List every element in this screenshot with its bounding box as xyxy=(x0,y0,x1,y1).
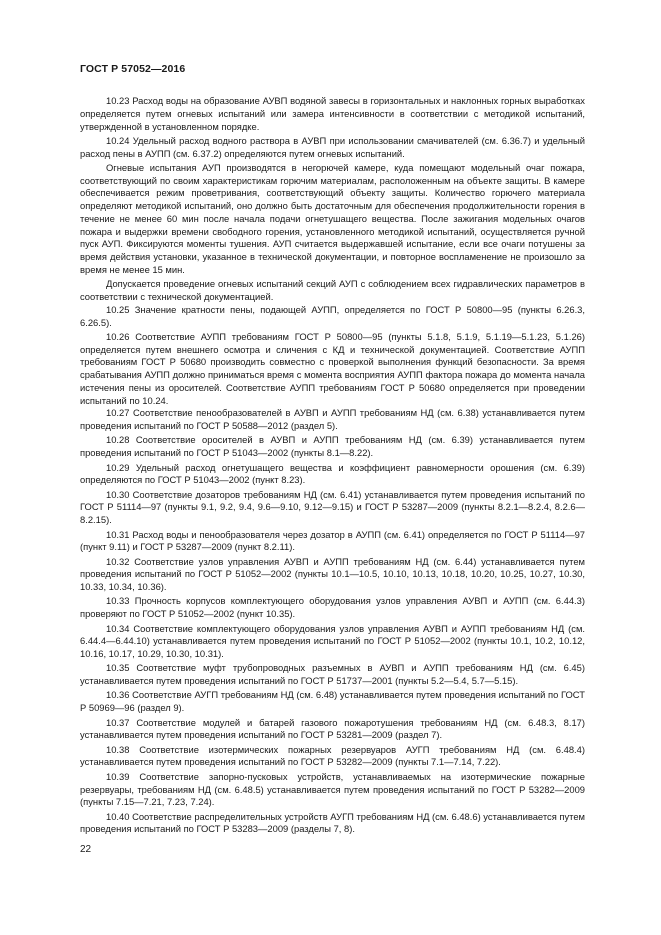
paragraph-10-31: 10.31 Расход воды и пенообразователя через дозатор в АУПП (см. 6.41) определяется по ГОСТ Р 51114—97 (пункт 9.11) и ГОСТ Р 53287—2009 (пункт 8.2.11). xyxy=(80,528,585,553)
paragraph-sections-tests: Допускается проведение огневых испытаний секций АУП с соблюдением всех гидравлических параметров в соответствии с технической документацией. xyxy=(80,278,585,303)
paragraph-10-27: 10.27 Соответствие пенообразователей в АУВП и АУПП требованиям НД (см. 6.38) устанавливается путем проведения испытаний по ГОСТ Р 50588—2012 (раздел 5). xyxy=(80,407,585,432)
paragraph-10-35: 10.35 Соответствие муфт трубопроводных разъемных в АУВП и АУПП требованиям НД (см. 6.45) устанавливается путем проведения испытаний по ГОСТ Р 51737—2001 (пункты 5.2—5.4, 5.7—5.15). xyxy=(80,662,585,687)
paragraph-10-32: 10.32 Соответствие узлов управления АУВП и АУПП требованиям НД (см. 6.44) устанавливается путем проведения испытаний по ГОСТ Р 51052—2002 (пункты 10.1—10.5, 10.10, 10.13, 10.18, 10.20, 10.25, 10.27, 10.30, 10.33, 10.34, 10.36). xyxy=(80,555,585,593)
paragraph-10-33: 10.33 Прочность корпусов комплектующего оборудования узлов управления АУВП и АУПП (см. 6.44.3) проверяют по ГОСТ Р 51052—2002 (пункт 10.35). xyxy=(80,595,585,620)
paragraph-10-28: 10.28 Соответствие оросителей в АУВП и АУПП требованиям НД (см. 6.39) устанавливается путем проведения испытаний по ГОСТ Р 51043—2002 (пункты 8.1—8.22). xyxy=(80,434,585,459)
page-number: 22 xyxy=(80,844,92,855)
paragraph-10-38: 10.38 Соответствие изотермических пожарных резервуаров АУГП требованиям НД (см. 6.48.4) устанавливается путем проведения испытаний по ГОСТ Р 53282—2009 (пункты 7.1—7.14, 7.22). xyxy=(80,743,585,768)
paragraph-10-37: 10.37 Соответствие модулей и батарей газового пожаротушения требованиям НД (см. 6.48.3, 8.17) устанавливается путем проведения испытаний по ГОСТ Р 53281—2009 (раздел 7). xyxy=(80,716,585,741)
paragraph-10-24: 10.24 Удельный расход водного раствора в АУВП при использовании смачивателей (см. 6.36.7) и удельный расход пены в АУПП (см. 6.37.2) определяются путем огневых испытаний. xyxy=(80,134,585,159)
paragraph-fire-tests: Огневые испытания АУП производятся в негорючей камере, куда помещают модельный очаг пожара, соответствующий по своим характеристикам горючим материалам, расположенным на объекте защиты. В камере обеспечивается режим проветривания, соответствующий объекту защиты. Количество горючего материала определяют методикой испытаний, оно должно быть достаточным для обеспечения продолжительности горения в течение не менее 60 мин после начала подачи огнетушащего вещества. После зажигания модельных очагов пожара и выдержки времени свободного горения, установленного методикой испытаний, осуществляется ручной пуск АУП. Фиксируются моменты тушения. АУП считается выдержавшей испытание, если все очаги потушены за время действия установки, указанное в технической документации, и повторное воспламенение не произошло за время не менее 15 мин. xyxy=(80,161,585,275)
paragraph-10-25: 10.25 Значение кратности пены, подающей АУПП, определяется по ГОСТ Р 50800—95 (пункты 6.26.3, 6.26.5). xyxy=(80,303,585,328)
document-header: ГОСТ Р 57052—2016 xyxy=(80,63,186,75)
paragraph-10-36: 10.36 Соответствие АУГП требованиям НД (см. 6.48) устанавливается путем проведения испытаний по ГОСТ Р 50969—96 (раздел 9). xyxy=(80,689,585,714)
paragraph-10-23: 10.23 Расход воды на образование АУВП водяной завесы в горизонтальных и наклонных горных выработках определяется путем огневых испытаний или замера интенсивности в соответствии с методикой испытаний, утвержденной в установленном порядке. xyxy=(80,95,585,132)
paragraph-10-39: 10.39 Соответствие запорно-пусковых устройств, устанавливаемых на изотермические пожарные резервуары, требованиям НД (см. 6.48.5) устанавливается путем проведения испытаний по ГОСТ Р 53282—2009 (пункты 7.15—7.21, 7.23, 7.24). xyxy=(80,770,585,808)
paragraph-10-40: 10.40 Соответствие распределительных устройств АУГП требованиям НД (см. 6.48.6) устанавливается путем проведения испытаний по ГОСТ Р 53283—2009 (разделы 7, 8). xyxy=(80,810,585,835)
paragraph-10-29: 10.29 Удельный расход огнетушащего вещества и коэффициент равномерности орошения (см. 6.39) определяются по ГОСТ Р 51043—2002 (пункт 8.23). xyxy=(80,461,585,486)
paragraph-10-30: 10.30 Соответствие дозаторов требованиям НД (см. 6.41) устанавливается путем проведения испытаний по ГОСТ Р 51114—97 (пункты 9.1, 9.2, 9.4, 9.6—9.10, 9.12—9.15) и ГОСТ Р 53287—2009 (пункты 8.2.1—8.2.4, 8.2.6—8.2.15). xyxy=(80,488,585,526)
paragraph-10-34: 10.34 Соответствие комплектующего оборудования узлов управления АУВП и АУПП требованиям НД (см. 6.44.4—6.44.10) устанавливается путем проведения испытаний по ГОСТ Р 51052—2002 (пункты 10.1, 10.2, 10.12, 10.16, 10.17, 10.29, 10.30, 10.31). xyxy=(80,622,585,660)
document-body xyxy=(80,95,585,836)
paragraph-10-26: 10.26 Соответствие АУПП требованиям ГОСТ Р 50800—95 (пункты 5.1.8, 5.1.9, 5.1.19—5.1.23, 5.1.26) определяется путем внешнего осмотра и сличения с КД и технической документацией. Соответствие АУПП требованиям ГОСТ Р 50680 производить совместно с проверкой выполнения функций безопасности. За время срабатывания АУПП должно приниматься время с момента восприятия АУПП фактора пожара до момента начала истечения пены из оросителей. Соответствие АУПП требованиям ГОСТ Р 50680 определяется при проведении испытаний по 10.24. xyxy=(80,330,585,406)
